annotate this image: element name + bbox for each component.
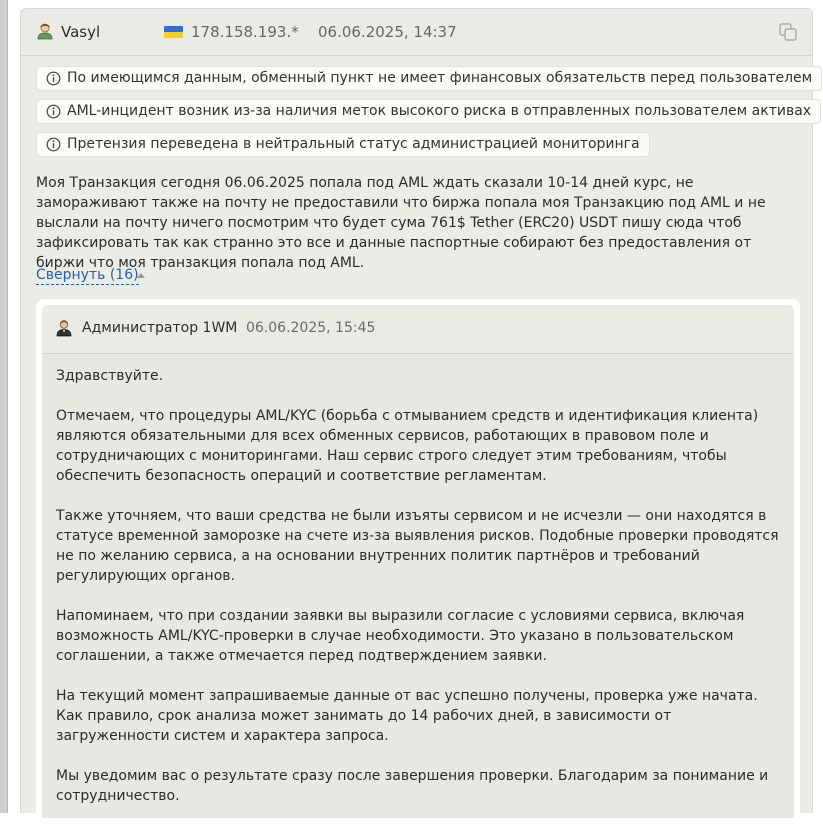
review-text: Моя Транзакция сегодня 06.06.2025 попала под AML ждать сказали 10-14 дней курс, не замораживают также на почту не предоставили что биржа попала моя Транзакцию под AML и не выслали на почту ничего посмотрим что будет сума 761$ Tether (ERC20) USDT пишу сюда чтоб зафиксировать так как странно это все и данные паспортные собирают без предоставления от биржи что моя транзакция попала под AML.: [36, 175, 766, 271]
flag-bottom-stripe: [164, 32, 183, 38]
badge-text: Претензия переведена в нейтральный статус администрацией мониторинга: [67, 136, 640, 152]
admin-name: Администратор 1WM: [82, 320, 238, 336]
status-badge-neutral-status: [36, 132, 650, 157]
user-avatar-icon: [36, 22, 54, 40]
reply-paragraph: На текущий момент запрашиваемые данные от вас успешно получены, проверка уже начата. Как правило, срок анализа может занимать до 14 рабочих дней, в зависимости от загруженности систем и характера запроса.: [56, 688, 758, 744]
admin-reply-datetime: 06.06.2025, 15:45: [246, 320, 376, 336]
admin-reply-body: [56, 366, 781, 826]
reply-paragraph: Здравствуйте.: [56, 368, 164, 384]
badge-text: По имеющимся данным, обменный пункт не имеет финансовых обязательств перед пользователем: [67, 70, 813, 86]
copy-icon[interactable]: [778, 22, 798, 42]
status-badge-no-obligations: [36, 66, 822, 91]
country-flag-icon: [164, 26, 183, 38]
review-username: Vasyl: [61, 23, 101, 41]
admin-reply: [36, 299, 800, 824]
reply-paragraph: Отмечаем, что процедуры AML/KYC (борьба с отмыванием средств и идентификация клиента) являются обязательными для всех обменных сервисов, работающих в правовом поле и сотрудничающих с мониторингами. Наш сервис строго следует этим требованиям, чтобы обеспечить безопасность операций и соответствие регламентам.: [56, 408, 759, 484]
reply-paragraph: Также уточняем, что ваши средства не были изъяты сервисом и не исчезли — они находятся в статусе временной заморозке на счете из-за выявления рисков. Подобные проверки проводятся не по желанию сервиса, а на основании внутренних политик партнёров и требований регулирующих органов.: [56, 508, 779, 584]
admin-reply-inner: [42, 305, 794, 818]
left-page-stripe: [0, 0, 8, 813]
status-badge-aml-incident: [36, 99, 821, 124]
review-card: [20, 8, 813, 813]
collapse-replies-link[interactable]: Свернуть (16): [36, 267, 139, 283]
triangle-up-icon[interactable]: [136, 271, 146, 279]
info-icon: [46, 71, 61, 86]
badge-text: AML-инцидент возник из-за наличия меток высокого риска в отправленных пользователем активах: [67, 103, 812, 119]
admin-reply-header: [42, 305, 794, 354]
admin-avatar-icon: [55, 319, 73, 337]
info-icon: [46, 104, 61, 119]
reply-paragraph: Мы уведомим вас о результате сразу после завершения проверки. Благодарим за понимание и сотрудничество.: [56, 768, 769, 804]
review-header: [21, 9, 812, 56]
reply-paragraph: Напоминаем, что при создании заявки вы выразили согласие с условиями сервиса, включая возможность AML/KYC-проверки в случае необходимости. Это указано в пользовательском соглашении, а также отмечается перед подтверждением заявки.: [56, 608, 745, 664]
review-datetime: 06.06.2025, 14:37: [318, 23, 457, 41]
info-icon: [46, 137, 61, 152]
review-ip: 178.158.193.*: [191, 23, 299, 41]
